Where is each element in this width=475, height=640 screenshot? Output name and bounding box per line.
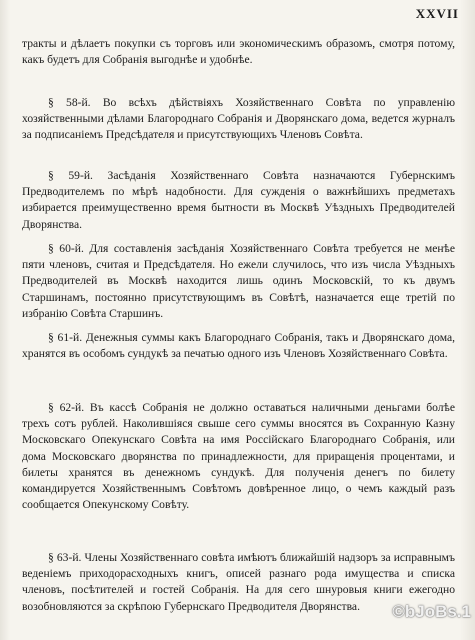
paragraph-section-63: § 63-й. Члены Хозяйственнаго совѣта имѣютъ ближайшій надзоръ за исправнымъ веденіемъ приходорасходныхъ книгъ, описей разнаго рода имущества и списка членовъ, посѣтителей и гостей Собранія. На для сего шнуровыя книги ежегодно возобновляются за скрѣпою Губернскаго Предводителя Дворянства.: [22, 551, 455, 613]
page-number: XXVII: [415, 6, 459, 21]
paragraph-section-58: § 58-й. Во всѣхъ дѣйствіяхъ Хозяйственнаго Совѣта по управленію хозяйственными дѣлами Благороднаго Собранія и Дворянскаго дома, ведется журналъ за подписаніемъ Предсѣдателя и присутствующихъ Членовъ Совѣта.: [22, 96, 455, 142]
paragraph-section-59: § 59-й. Засѣданія Хозяйственнаго Совѣта назначаются Губернскимъ Предводителемъ по мѣрѣ надобности. Для сужденія о важнѣйшихъ предметахъ избирается преимущественно время бытности въ Москвѣ Уѣздныхъ Предводителей Дворянства.: [22, 169, 455, 231]
paragraph-section-62: § 62-й. Въ кассѣ Собранія не должно оставаться наличными деньгами болѣе трехъ сотъ рублей. Наколившіяся свыше сего суммы вносятся въ Сохранную Казну Московскаго Опекунскаго Совѣта на имя Россійскаго Благороднаго Собранія, или дома Московскаго дворянства по принадлежности, для приращенія процентами, и билеты хранятся въ денежномъ сундукѣ. Для полученія денегъ по билету командируется Хозяйственнымъ Совѣтомъ довѣренное лицо, о чемъ каждый разъ сообщается Опекунскому Совѣту.: [22, 401, 455, 512]
paragraph-continuation: тракты и дѣлаетъ покупки съ торговъ или экономическимъ образомъ, смотря потому, какъ будетъ для Собранія выгоднѣе и удобнѣе.: [22, 37, 455, 67]
paragraph-section-61: § 61-й. Денежныя суммы какъ Благороднаго Собранія, такъ и Дворянскаго дома, хранятся въ особомъ сундукѣ за печатью одного изъ Членовъ Хозяйственнаго Совѣта.: [22, 331, 455, 361]
paragraph-section-60: § 60-й. Для составленія засѣданія Хозяйственнаго Совѣта требуется не менѣе пяти членовъ, считая и Предсѣдателя. Но ежели случилось, что изъ числа Уѣздныхъ Предводителей въ Москвѣ находится лишь одинъ Московскій, то къ двумъ Старшинамъ, постоянно присутствующимъ въ Совѣтѣ, назначается еще третій по избранію Совѣта Старшинъ.: [22, 242, 455, 320]
watermark: ©bJoBs.1: [392, 602, 471, 621]
